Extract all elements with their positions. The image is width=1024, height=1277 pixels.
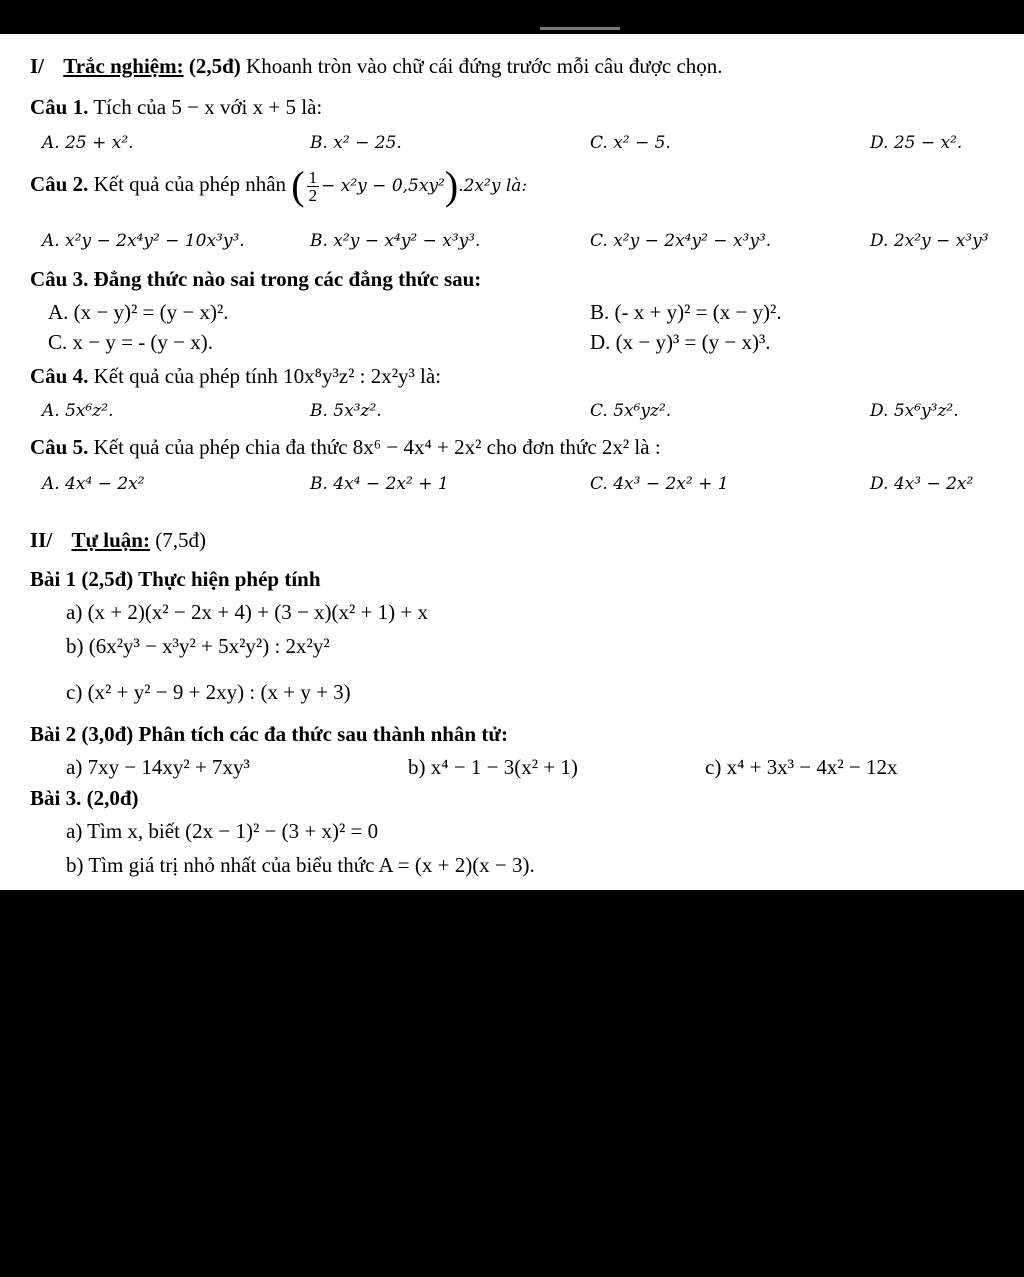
q2-text: Kết quả của phép nhân bbox=[93, 171, 287, 196]
part2-points: (7,5đ) bbox=[155, 528, 206, 552]
q1-option-d[interactable]: D. 25 − x². bbox=[870, 133, 963, 153]
q1-text: Tích của 5 − x với x + 5 là: bbox=[93, 95, 323, 119]
q5-option-d[interactable]: D. 4x³ − 2x² bbox=[870, 474, 974, 494]
q4-option-c[interactable]: C. 5x⁶yz². bbox=[590, 401, 672, 421]
q2-expr-rest: − x²y − 0,5xy² bbox=[321, 175, 445, 196]
q3-text-after: trong các đẳng thức sau: bbox=[260, 267, 482, 291]
q1-option-c[interactable]: C. x² − 5. bbox=[590, 133, 671, 153]
exam-paper bbox=[0, 34, 1024, 890]
part1-number: I/ bbox=[30, 54, 45, 78]
q2-tail: .2x²y là: bbox=[458, 175, 528, 196]
q2-option-b[interactable]: B. x²y − x⁴y² − x³y³. bbox=[310, 231, 481, 251]
q4-option-d[interactable]: D. 5x⁶y³z². bbox=[870, 401, 959, 421]
part1-points: (2,5đ) bbox=[188, 54, 241, 78]
top-edge-mark bbox=[540, 27, 620, 30]
q2-fraction bbox=[307, 169, 320, 204]
bai2-item-c: c) x⁴ + 3x³ − 4x² − 12x bbox=[705, 755, 898, 779]
q2-label: Câu 2. bbox=[30, 171, 89, 196]
bai1-item-c: c) (x² + y² − 9 + 2xy) : (x + y + 3) bbox=[66, 680, 351, 704]
bai1-title: Bài 1 (2,5đ) Thực hiện phép tính bbox=[30, 567, 321, 591]
q2-option-a[interactable]: A. x²y − 2x⁴y² − 10x³y³. bbox=[42, 231, 245, 251]
q5-text: Kết quả của phép chia đa thức 8x⁶ − 4x⁴ + 2x² cho đơn thức 2x² là : bbox=[93, 435, 661, 459]
bai3-title: Bài 3. (2,0đ) bbox=[30, 786, 139, 810]
q5-option-b[interactable]: B. 4x⁴ − 2x² + 1 bbox=[310, 474, 449, 494]
q1-option-a[interactable]: A. 25 + x². bbox=[42, 133, 134, 153]
q3-option-a[interactable]: A. (x − y)² = (y − x)². bbox=[48, 300, 229, 324]
q2-close-paren: ) bbox=[444, 163, 459, 208]
q5-label: Câu 5. bbox=[30, 435, 89, 459]
q3-text-emphasis: sai bbox=[230, 267, 255, 291]
q3-option-d[interactable]: D. (x − y)³ = (y − x)³. bbox=[590, 330, 771, 354]
q4-option-b[interactable]: B. 5x³z². bbox=[310, 401, 382, 421]
q2-open-paren: ( bbox=[291, 163, 305, 208]
part2-title: Tự luận: bbox=[71, 528, 150, 552]
q3-label: Câu 3. bbox=[30, 267, 89, 291]
bai1-item-b: b) (6x²y³ − x³y² + 5x²y²) : 2x²y² bbox=[66, 634, 330, 658]
part2-number: II/ bbox=[30, 528, 53, 552]
part1-instruction: Khoanh tròn vào chữ cái đứng trước mỗi câu được chọn. bbox=[246, 54, 723, 78]
q3-option-c[interactable]: C. x − y = - (y − x). bbox=[48, 330, 214, 354]
q4-label: Câu 4. bbox=[30, 364, 89, 388]
q2-option-d[interactable]: D. 2x²y − x³y³ bbox=[870, 231, 989, 251]
q4-option-a[interactable]: A. 5x⁶z². bbox=[42, 401, 114, 421]
bai1-item-a: a) (x + 2)(x² − 2x + 4) + (3 − x)(x² + 1) + x bbox=[66, 600, 429, 624]
q1-label: Câu 1. bbox=[30, 95, 89, 119]
q3-text-before: Đẳng thức nào bbox=[93, 267, 226, 291]
bai3-item-a: a) Tìm x, biết (2x − 1)² − (3 + x)² = 0 bbox=[66, 819, 379, 843]
bai2-item-a: a) 7xy − 14xy² + 7xy³ bbox=[66, 755, 250, 779]
q2-option-c[interactable]: C. x²y − 2x⁴y² − x³y³. bbox=[590, 231, 772, 251]
q2-frac-denominator: 2 bbox=[308, 185, 318, 205]
q5-option-c[interactable]: C. 4x³ − 2x² + 1 bbox=[590, 474, 729, 494]
q2-frac-numerator: 1 bbox=[308, 167, 318, 187]
q5-stem bbox=[30, 437, 661, 458]
bai3-item-b: b) Tìm giá trị nhỏ nhất của biểu thức A = (x + 2)(x − 3). bbox=[66, 853, 535, 877]
bai2-title: Bài 2 (3,0đ) Phân tích các đa thức sau thành nhân tử: bbox=[30, 722, 508, 746]
q4-stem bbox=[30, 366, 441, 387]
q4-text: Kết quả của phép tính 10x⁸y³z² : 2x²y³ là: bbox=[93, 364, 442, 388]
q1-stem bbox=[30, 97, 322, 118]
q2-stem bbox=[30, 163, 528, 208]
part1-heading bbox=[30, 56, 723, 77]
q3-option-b[interactable]: B. (- x + y)² = (x − y)². bbox=[590, 300, 782, 324]
q3-stem bbox=[30, 269, 481, 290]
q5-option-a[interactable]: A. 4x⁴ − 2x² bbox=[42, 474, 145, 494]
part1-title: Trắc nghiệm: bbox=[63, 54, 184, 78]
bai2-item-b: b) x⁴ − 1 − 3(x² + 1) bbox=[408, 755, 578, 779]
part2-heading bbox=[30, 530, 206, 551]
q1-option-b[interactable]: B. x² − 25. bbox=[310, 133, 402, 153]
